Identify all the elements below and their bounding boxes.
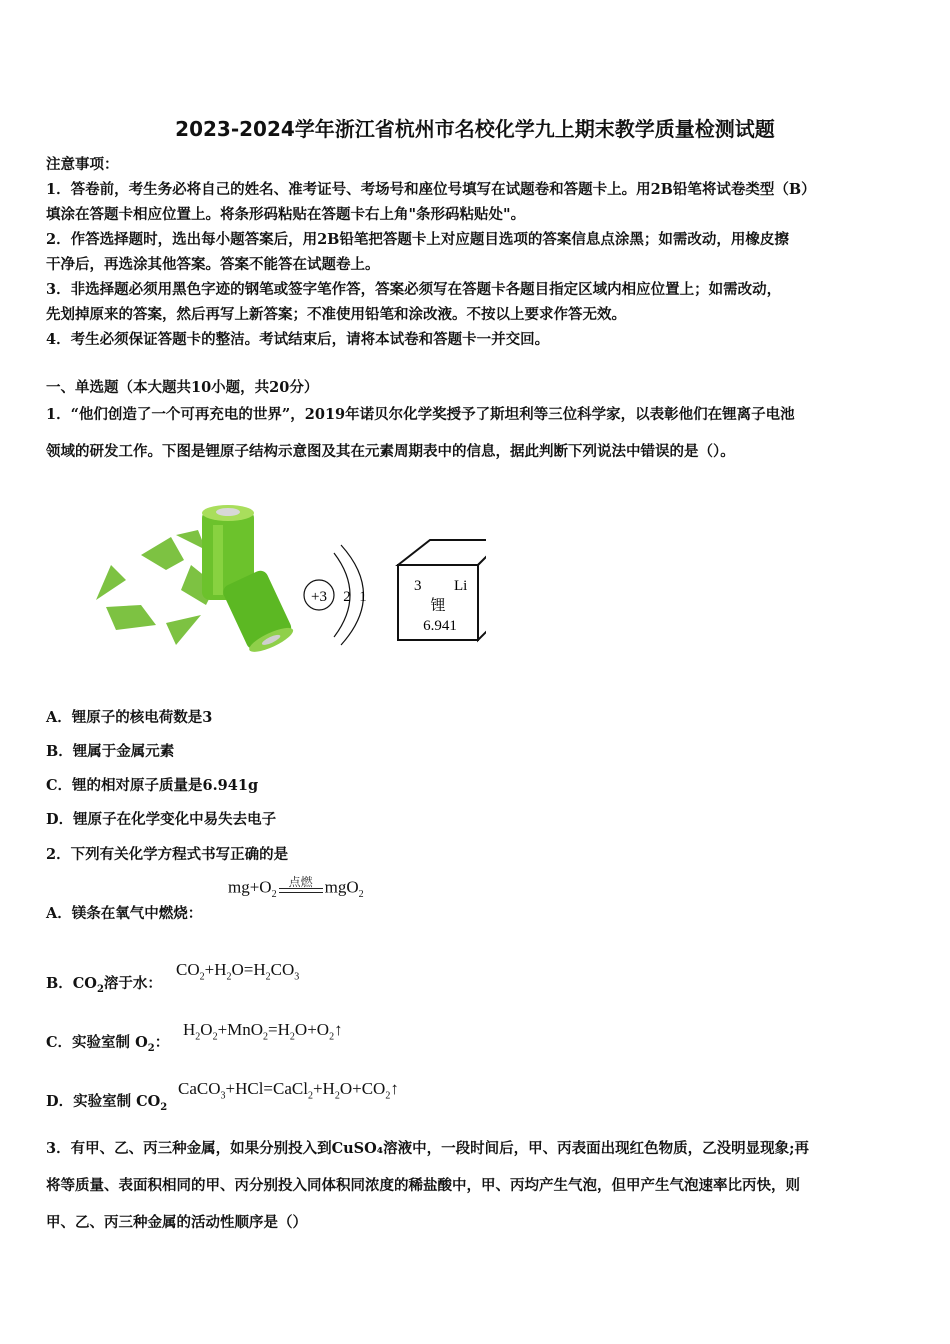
q2-stem: 2．下列有关化学方程式书写正确的是 (46, 846, 289, 863)
notice-line: 干净后，再选涂其他答案。答案不能答在试题卷上。 (46, 256, 380, 273)
q2-option-c-equation: $H_2O_2+MnO_2=H_2O+O_2↑$ (183, 1020, 343, 1043)
section-heading: 一、单选题（本大题共10小题，共20分） (46, 379, 319, 396)
q2-option-c-label: C．实验室制 $O_2$： (46, 1034, 170, 1054)
q2-option-a-equation: $mg+O_2$ 点燃 mgO$_2$ (228, 875, 364, 900)
nucleus-charge: +3 (311, 589, 327, 605)
element-card (398, 540, 486, 640)
q1-option-d: D．锂原子在化学变化中易失去电子 (46, 811, 277, 828)
atom-structure-diagram (304, 545, 367, 645)
notice-line: 3．非选择题必须用黑色字迹的钢笔或签字笔作答，答案必须写在答题卡各题目指定区域内相应位置上；如需改动， (46, 281, 782, 298)
atomic-mass: 6.941 (423, 618, 457, 634)
q3-stem-line3: 甲、乙、丙三种金属的活动性顺序是（） (46, 1214, 307, 1231)
element-name: 锂 (430, 598, 446, 614)
notice-line: 2．作答选择题时，选出每小题答案后，用2B铅笔把答题卡上对应题目选项的答案信息点涂黑；如需改动，用橡皮擦 (46, 231, 789, 248)
notice-line: 先划掉原来的答案，然后再写上新答案；不准使用铅笔和涂改液。不按以上要求作答无效。 (46, 306, 626, 323)
q2-option-d-equation: $CaCO_3+HCl=CaCl_2+H_2O+CO_2↑$ (178, 1079, 399, 1102)
q2-option-b-label: B．$CO_2$溶于水： (46, 975, 162, 995)
q3-stem-line1: 3．有甲、乙、丙三种金属，如果分别投入到CuSO₄溶液中，一段时间后，甲、丙表面出现红色物质，乙没明显现象;再 (46, 1140, 809, 1157)
notice-line: 填涂在答题卡相应位置上。将条形码粘贴在答题卡右上角"条形码粘贴处"。 (46, 206, 526, 223)
q2-option-b-equation: $CO_2+H_2O=H_2CO_3$ (176, 960, 300, 983)
q1-stem-line1: 1．“他们创造了一个可再充电的世界”，2019年诺贝尔化学奖授予了斯坦利等三位科学家，以表彰他们在锂离子电池 (46, 406, 795, 423)
q3-stem-line2: 将等质量、表面积相同的甲、丙分别投入同体积同浓度的稀盐酸中，甲、丙均产生气泡，但甲产生气泡速率比丙快，则 (46, 1177, 800, 1194)
q1-figure (66, 495, 486, 660)
q2-option-a-label: A．镁条在氧气中燃烧： (46, 905, 203, 922)
recycle-icon (96, 530, 216, 645)
q2-option-d-label: D．实验室制 $CO_2$ (46, 1093, 168, 1113)
notice-heading: 注意事项： (46, 156, 119, 173)
q1-option-c: C．锂的相对原子质量是6.941g (46, 777, 259, 794)
element-symbol: Li (454, 578, 468, 594)
q1-option-a: A．锂原子的核电荷数是3 (46, 709, 213, 726)
atomic-number: 3 (414, 578, 422, 594)
reaction-condition: 点燃 (288, 875, 313, 889)
q1-option-b: B．锂属于金属元素 (46, 743, 175, 760)
shell2-electrons: 1 (359, 589, 367, 605)
notice-line: 4．考生必须保证答题卡的整洁。考试结束后，请将本试卷和答题卡一并交回。 (46, 331, 550, 348)
notice-line: 1．答卷前，考生务必将自己的姓名、准考证号、考场号和座位号填写在试题卷和答题卡上。用2B铅笔将试卷类型（B） (46, 181, 816, 198)
page-title: 2023-2024学年浙江省杭州市名校化学九上期末教学质量检测试题 (175, 117, 775, 141)
q1-stem-line2: 领域的研发工作。下图是锂原子结构示意图及其在元素周期表中的信息，据此判断下列说法中错误的是（）。 (46, 443, 735, 460)
shell1-electrons: 2 (343, 589, 351, 605)
